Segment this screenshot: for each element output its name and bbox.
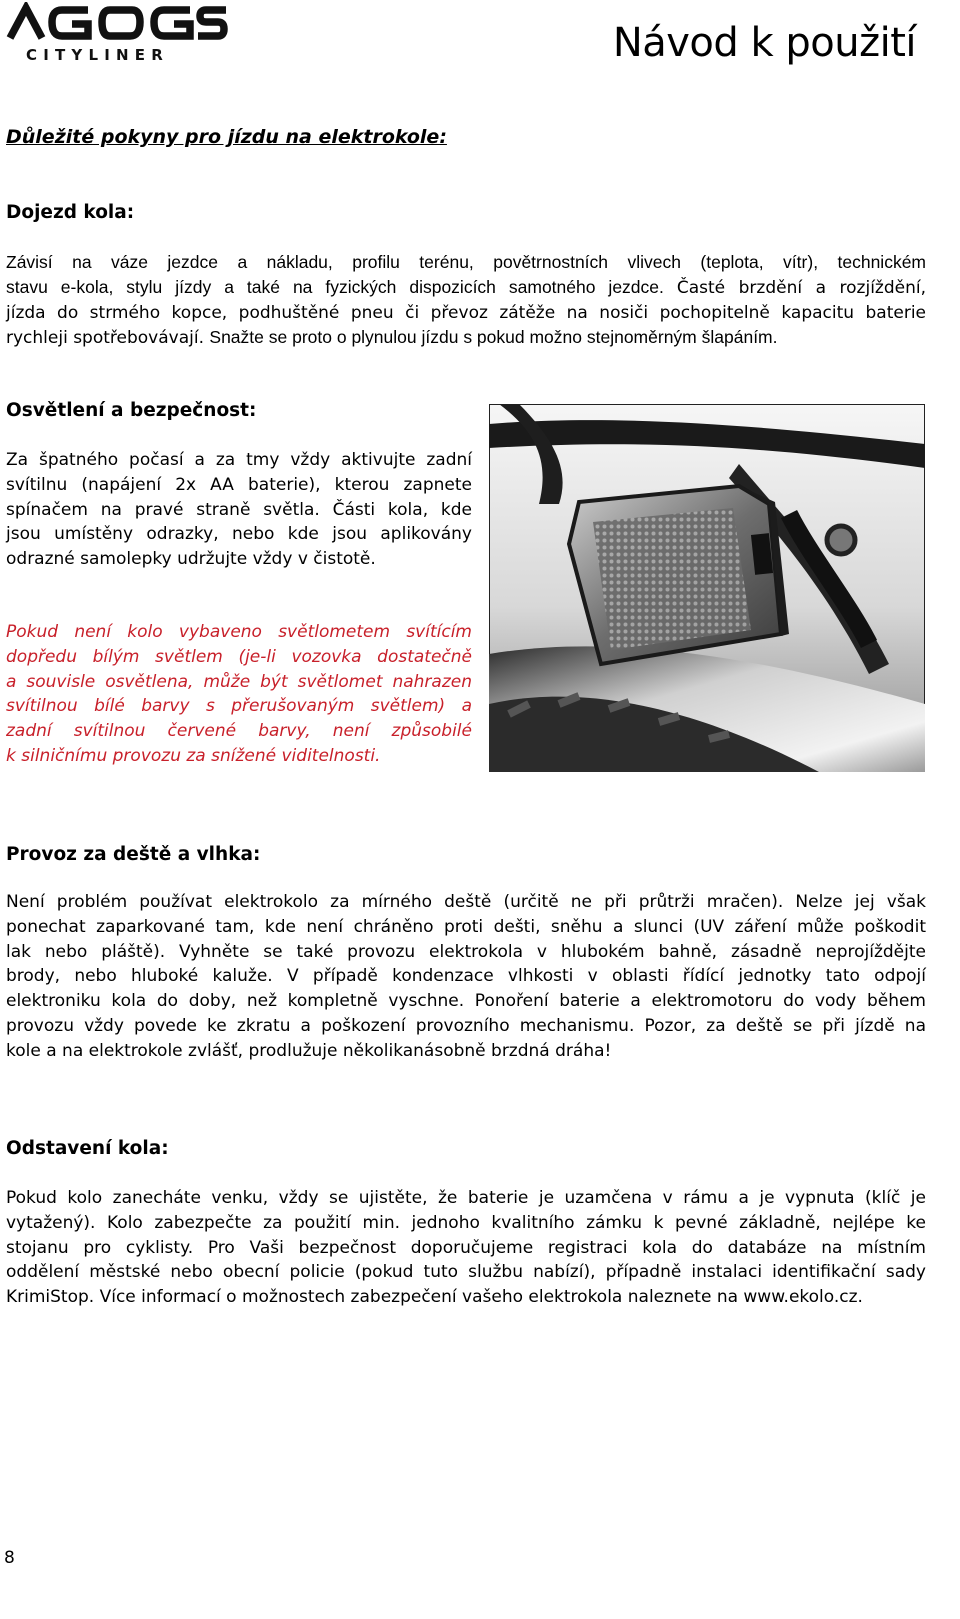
- page-number: 8: [4, 1548, 15, 1568]
- parking-heading: Odstavení kola:: [6, 1138, 169, 1159]
- text-line: oddělení městské nebo obecní policie (pokud tuto službu nabízí), případně instalaci identifikační sady: [6, 1262, 926, 1283]
- document-title: Návod k použití: [612, 20, 916, 66]
- rain-paragraph: [6, 890, 926, 1064]
- text-line: Závisí na váze jezdce a nákladu, profilu terénu, povětrnostních vlivech (teplota, vítr), technickém: [6, 252, 926, 272]
- text-line: rychleji spotřebovávají. Snažte se proto o plynulou jízdu s pokud možno stejnoměrným šlapáním.: [6, 327, 778, 349]
- text-line: vytažený). Kolo zabezpečte za použití min. jednoho kvalitního zámku k pevné základně, nejlépe ke: [6, 1212, 926, 1233]
- svg-text:CITYLINER: CITYLINER: [26, 46, 169, 64]
- text-line: stojanu pro cyklisty. Pro Vaši bezpečnost doporučujeme registraci kola do databáze na místním: [6, 1237, 926, 1258]
- warning-line: k silničnímu provozu za snížené viditelnosti.: [6, 745, 381, 766]
- text-line: spínačem na pravé straně světla. Části kola, kde: [6, 499, 472, 520]
- lighting-warning: [6, 620, 472, 769]
- rain-heading: Provoz za deště a vlhka:: [6, 844, 261, 865]
- range-paragraph: [6, 250, 926, 351]
- parking-paragraph: [6, 1186, 926, 1310]
- text-line: jízda do strmého kopce, podhuštěné pneu či převoz zátěže na nosiči pochopitelně kapacitu baterie: [6, 302, 926, 323]
- text-line: Není problém používat elektrokolo za mírného deště (určitě ne při průtrži mračen). Nelze jej však: [6, 892, 926, 912]
- text-line: svítilnu (napájení 2x AA baterie), kterou zapnete: [6, 474, 472, 495]
- text-line: Pokud kolo zanecháte venku, vždy se ujistěte, že baterie je uzamčena v rámu a je vypnuta (klíč je: [6, 1188, 926, 1208]
- text-line: lak nebo pláště). Vyhněte se také provozu elektrokola v hlubokém bahně, zásadně neprojíždějte: [6, 941, 926, 962]
- lighting-heading: Osvětlení a bezpečnost:: [6, 400, 257, 421]
- text-line: brody, nebo hluboké kaluže. V případě kondenzace vlhkosti v oblasti řídící jednotky tato odpojí: [6, 966, 926, 987]
- text-line: odrazné samolepky udržujte vždy v čistotě.: [6, 549, 376, 570]
- text-line: ponechat zaparkované tam, kde není chráněno proti dešti, sněhu a slunci (UV záření může poškodit: [6, 916, 926, 937]
- warning-line: Pokud není kolo vybaveno světlometem svítícím: [6, 622, 472, 642]
- lighting-paragraph: [6, 448, 472, 572]
- agogs-cityliner-logo: [6, 2, 228, 64]
- rear-light-photo: [489, 404, 925, 772]
- warning-line: dopředu bílým světlem (je-li vozovka dostatečně: [6, 646, 472, 667]
- warning-line: zadní svítilnou červené barvy, není způsobilé: [6, 721, 472, 742]
- main-heading: Důležité pokyny pro jízdu na elektrokole:: [6, 126, 447, 148]
- text-line: jsou umístěny odrazky, nebo kde jsou aplikovány: [6, 524, 472, 545]
- warning-line: a souvisle osvětlena, může být světlomet nahrazen: [6, 671, 472, 692]
- text-line: elektroniku kola do doby, než kompletně vyschne. Ponoření baterie a elektromotoru do vody během: [6, 991, 926, 1012]
- text-line: KrimiStop. Více informací o možnostech zabezpečení vašeho elektrokola naleznete na www.ekolo.cz.: [6, 1287, 863, 1308]
- text-line: provozu vždy povede ke zkratu a poškození provozního mechanismu. Pozor, za deště se při jízdě na: [6, 1015, 926, 1036]
- text-line: stavu e-kola, stylu jízdy a také na fyzických dispozicích samotného jezdce. Časté brzdění a rozjíždění,: [6, 276, 926, 298]
- text-line: kole a na elektrokole zvlášť, prodlužuje několikanásobně brzdná dráha!: [6, 1040, 612, 1061]
- range-heading: Dojezd kola:: [6, 202, 135, 223]
- text-line: Za špatného počasí a za tmy vždy aktivujte zadní: [6, 450, 472, 470]
- warning-line: svítilnou bílé barvy s přerušovaným světlem) a: [6, 696, 472, 717]
